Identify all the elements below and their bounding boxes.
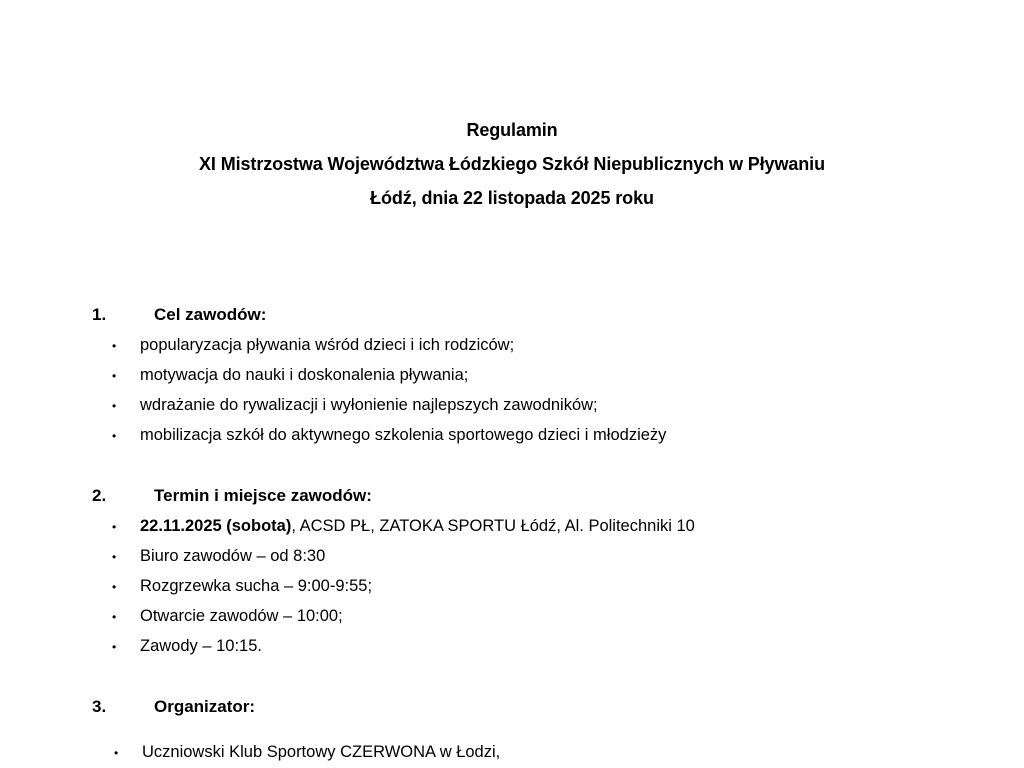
- list-item-text: popularyzacja pływania wśród dzieci i ich rodziców;: [140, 336, 515, 354]
- section-goals: [92, 300, 952, 450]
- section-number: 3.: [92, 697, 107, 716]
- bullet-icon: •: [112, 550, 117, 564]
- bullet-icon: •: [112, 520, 117, 534]
- list-item-text: Uczniowski Klub Sportowy CZERWONA w Łodzi,: [142, 743, 501, 761]
- event-name: XI Mistrzostwa Województwa Łódzkiego Szkół Niepublicznych w Pływaniu: [199, 154, 825, 174]
- list-item: [92, 737, 952, 767]
- event-venue: , ACSD PŁ, ZATOKA SPORTU Łódź, Al. Politechniki 10: [291, 517, 695, 535]
- bullet-icon: •: [112, 339, 117, 353]
- event-date: 22.11.2025 (sobota): [140, 517, 292, 535]
- list-item: [92, 511, 952, 541]
- event-date-location: Łódź, dnia 22 listopada 2025 roku: [370, 188, 654, 208]
- list-item-text: Otwarcie zawodów – 10:00;: [140, 607, 343, 625]
- list-item-text: [140, 511, 695, 541]
- section-date-venue: [92, 481, 952, 661]
- document-title-block: [0, 113, 1024, 215]
- list-item-text: Biuro zawodów – od 8:30: [140, 547, 326, 565]
- list-item: [92, 420, 952, 450]
- bullet-list: [92, 737, 952, 767]
- list-item-text: mobilizacja szkół do aktywnego szkolenia sportowego dzieci i młodzieży: [140, 426, 667, 444]
- section-heading: [92, 481, 952, 511]
- bullet-icon: •: [112, 399, 117, 413]
- list-item-text: Rozgrzewka sucha – 9:00-9:55;: [140, 577, 373, 595]
- section-heading: [92, 692, 952, 722]
- list-item: [92, 360, 952, 390]
- bullet-list: [92, 511, 952, 661]
- section-number: 1.: [92, 305, 107, 324]
- section-title: Termin i miejsce zawodów:: [154, 486, 372, 505]
- list-item: [92, 541, 952, 571]
- section-number: 2.: [92, 486, 107, 505]
- bullet-icon: •: [112, 580, 117, 594]
- list-item-text: wdrażanie do rywalizacji i wyłonienie najlepszych zawodników;: [140, 396, 598, 414]
- section-organizer: [92, 692, 952, 767]
- document-title: Regulamin: [466, 120, 558, 140]
- section-title: Cel zawodów:: [154, 305, 267, 324]
- section-title: Organizator:: [154, 697, 256, 716]
- bullet-icon: •: [112, 610, 117, 624]
- bullet-icon: •: [112, 640, 117, 654]
- bullet-list: [92, 330, 952, 450]
- list-item-text: Zawody – 10:15.: [140, 637, 262, 655]
- bullet-icon: •: [112, 429, 117, 443]
- list-item: [92, 601, 952, 631]
- list-item: [92, 571, 952, 601]
- list-item: [92, 390, 952, 420]
- bullet-icon: •: [112, 369, 117, 383]
- list-item-text: motywacja do nauki i doskonalenia pływania;: [140, 366, 469, 384]
- bullet-icon: •: [114, 746, 119, 760]
- list-item: [92, 330, 952, 360]
- list-item: [92, 631, 952, 661]
- section-heading: [92, 300, 952, 330]
